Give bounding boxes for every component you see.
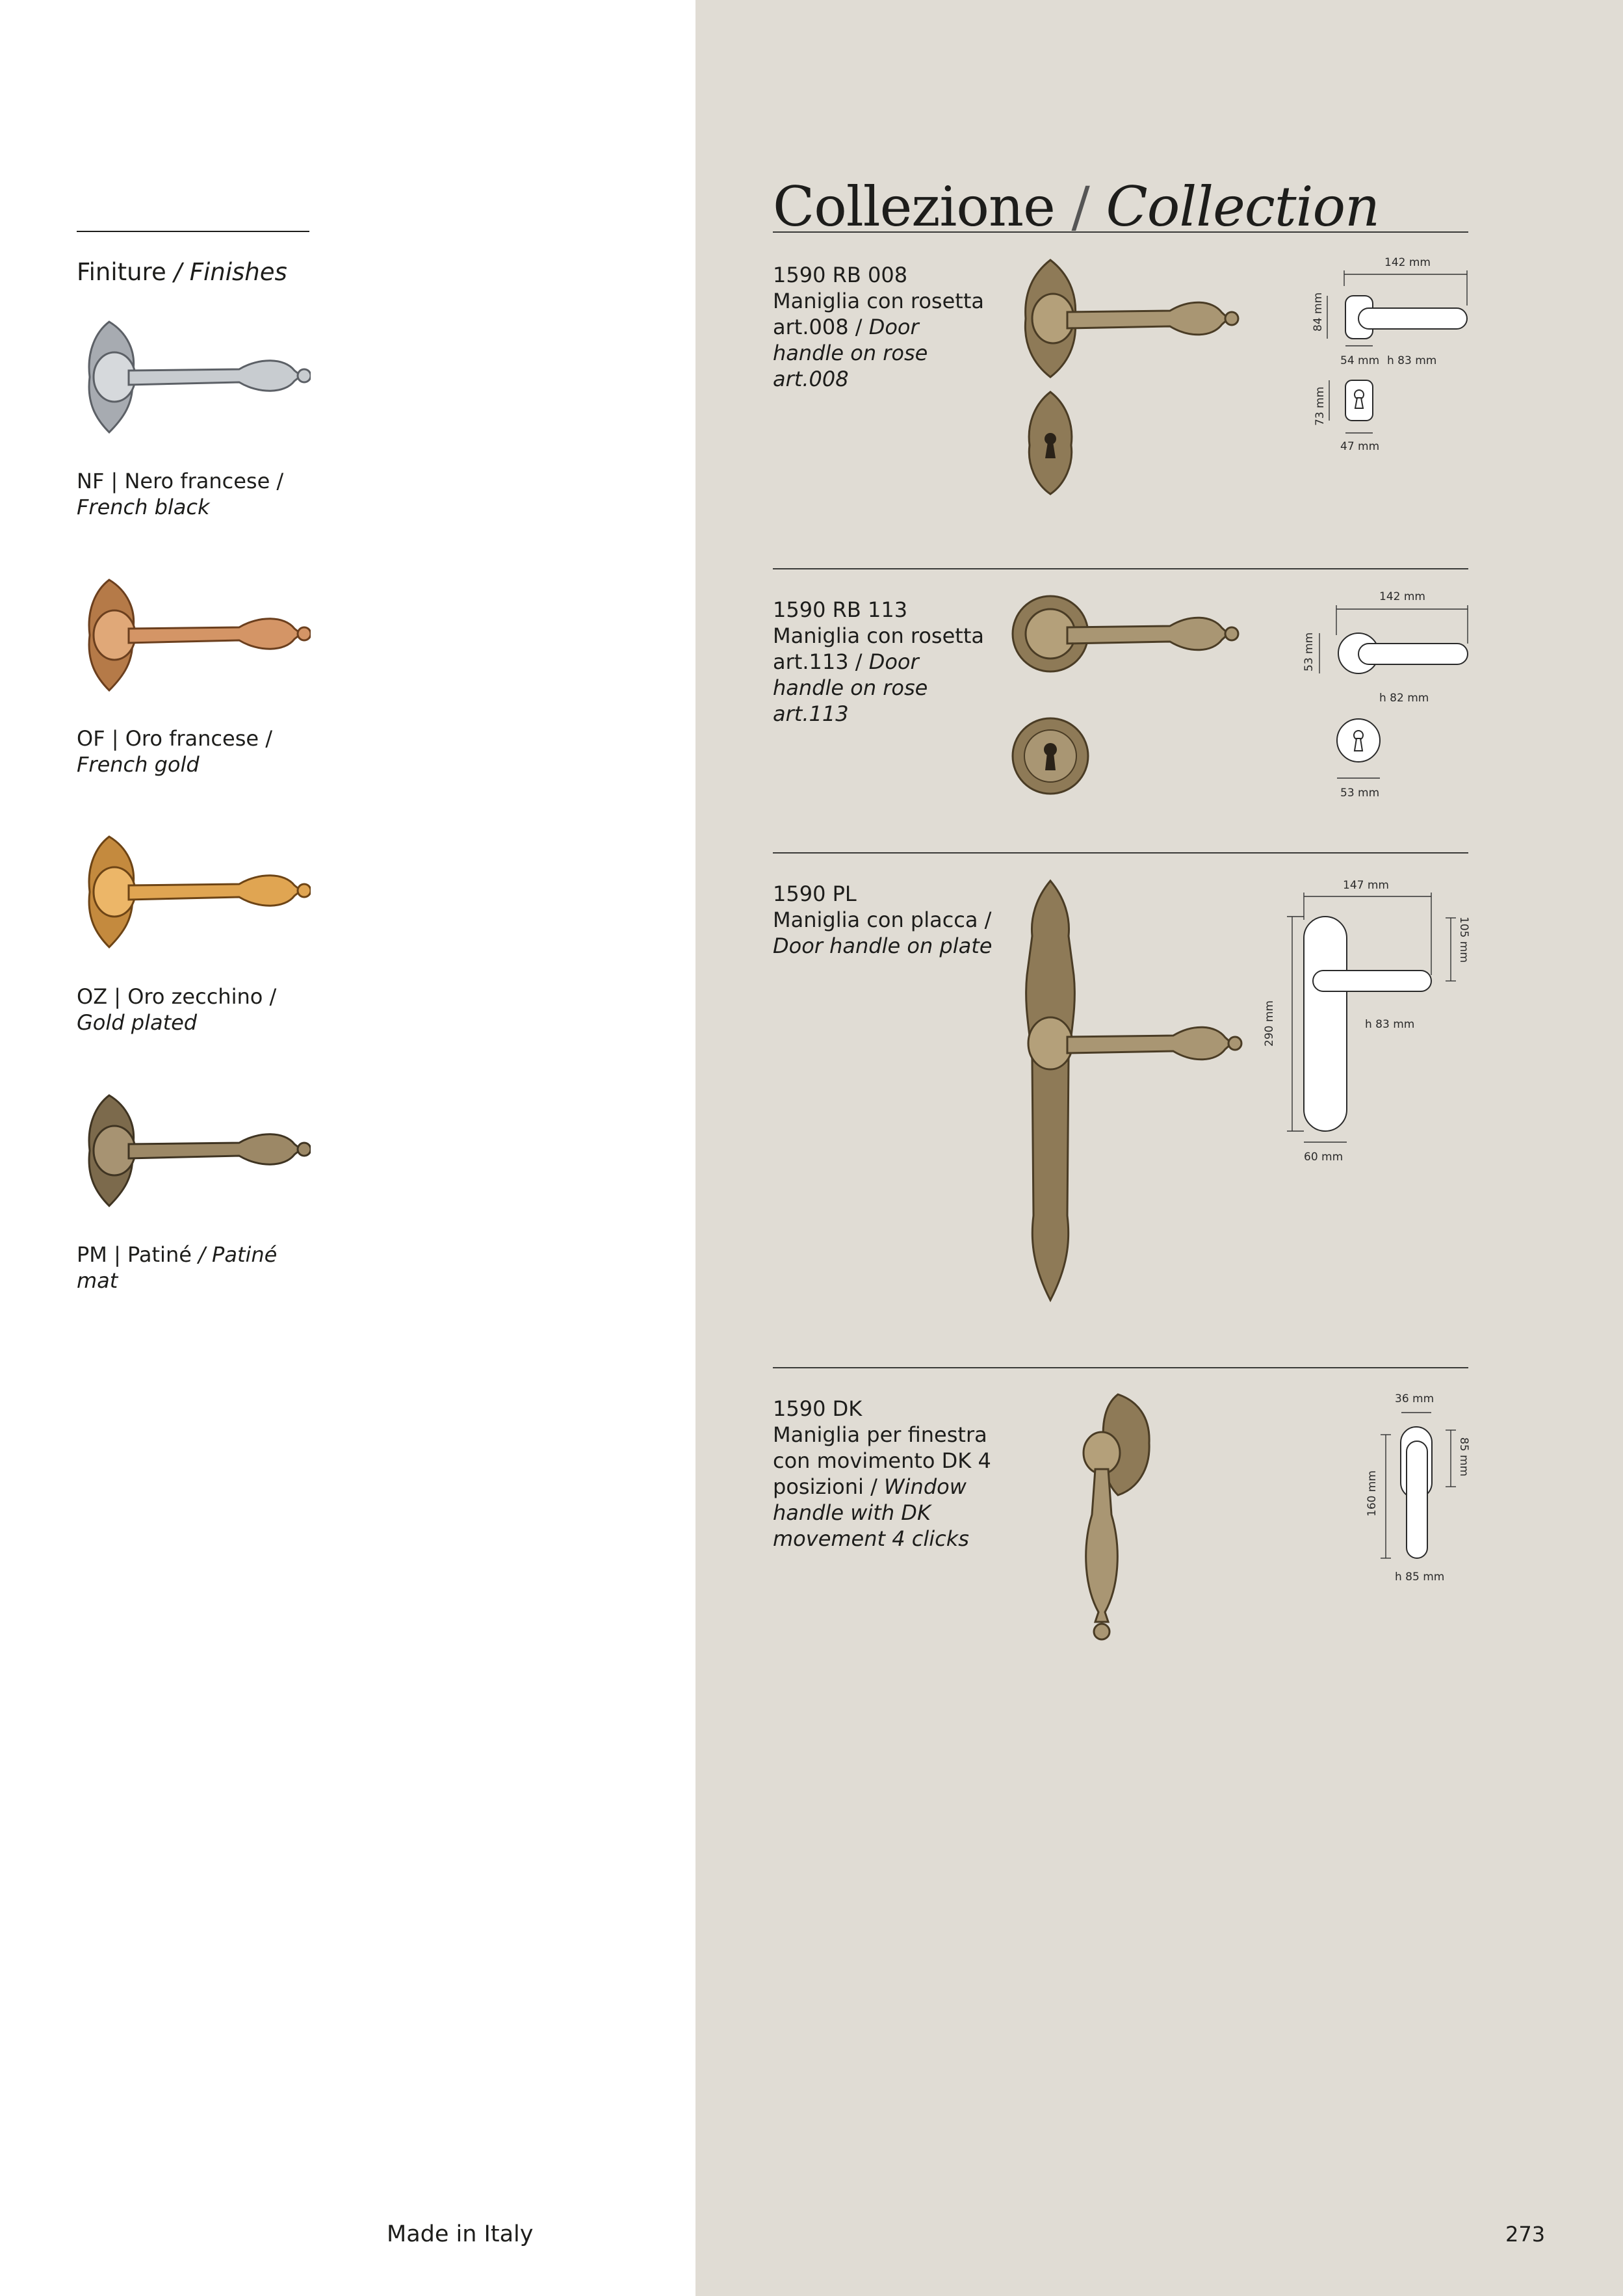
page-number: 273	[1505, 2222, 1546, 2247]
finish-pm-label: PM | Patiné / Patiné mat	[77, 1242, 278, 1293]
dim-rose-diameter: 53 mm	[1303, 632, 1316, 672]
product-1590-rb-008-text: 1590 RB 008 Maniglia con rosetta art.008 / Door handle on rose art.008	[773, 262, 994, 392]
footer-made-in-italy: Made in Italy	[387, 2221, 534, 2247]
dim-projection: h 83 mm	[1387, 354, 1437, 367]
dim-projection: h 82 mm	[1379, 692, 1429, 705]
product-divider	[773, 852, 1468, 854]
product-code: 1590 DK	[773, 1396, 863, 1421]
product-divider	[773, 568, 1468, 569]
finish-oz-handle-icon	[77, 820, 311, 957]
product-code: 1590 RB 008	[773, 263, 908, 287]
product-divider	[773, 1367, 1468, 1368]
dim-base-height: 85 mm	[1457, 1437, 1470, 1477]
product-1590-pl-text: 1590 PL Maniglia con placca / Door handle on plate	[773, 881, 994, 959]
dim-escutcheon-height: 73 mm	[1314, 386, 1327, 426]
dim-width: 142 mm	[1384, 256, 1431, 269]
product-rb008-dimension-diagram	[1300, 254, 1482, 462]
dim-base-width: 36 mm	[1395, 1392, 1435, 1405]
dim-projection: h 83 mm	[1365, 1018, 1415, 1031]
dim-escutcheon-width: 47 mm	[1340, 440, 1380, 453]
collection-title: Collezione / Collection	[773, 175, 1380, 239]
dim-escutcheon-diameter: 53 mm	[1340, 787, 1380, 800]
dim-rose: 54 mm	[1340, 354, 1380, 367]
finish-nf-label: NF | Nero francese / French black	[77, 469, 284, 519]
product-1590-rb-113-text: 1590 RB 113 Maniglia con rosetta art.113 / Door handle on rose art.113	[773, 597, 994, 727]
product-rb113-photo	[1007, 592, 1241, 800]
finish-nf-handle-icon	[77, 306, 311, 442]
finish-of-handle-icon	[77, 564, 311, 700]
product-1590-dk-text: 1590 DK Maniglia per finestra con movimento DK 4 posizioni / Window handle with DK movement 4 clicks	[773, 1396, 994, 1552]
dim-height: 84 mm	[1312, 292, 1325, 332]
dim-plate-height: 290 mm	[1263, 1000, 1276, 1047]
product-dk-photo	[1066, 1391, 1183, 1645]
product-code: 1590 PL	[773, 881, 857, 906]
product-rb008-photo	[1007, 257, 1241, 504]
dim-plate-height-to-handle: 105 mm	[1457, 917, 1470, 963]
product-pl-dimension-diagram	[1261, 874, 1475, 1173]
dim-handle-length: 160 mm	[1366, 1470, 1379, 1517]
dim-plate-width: 60 mm	[1304, 1151, 1344, 1164]
finishes-title: Finiture / Finishes	[77, 258, 287, 286]
finish-pm-handle-icon	[77, 1079, 311, 1216]
dim-width: 142 mm	[1379, 590, 1425, 603]
finish-oz-label: OZ | Oro zecchino / Gold plated	[77, 984, 277, 1035]
dim-width: 147 mm	[1343, 879, 1389, 892]
finishes-divider	[77, 231, 309, 232]
finish-handle-shape	[89, 322, 311, 432]
finish-of-label: OF | Oro francese / French gold	[77, 726, 273, 777]
product-dk-dimension-diagram	[1352, 1388, 1482, 1596]
product-rb113-dimension-diagram	[1293, 588, 1482, 803]
collection-title-underline	[773, 231, 1468, 233]
product-pl-photo	[1007, 878, 1248, 1307]
dim-projection: h 85 mm	[1395, 1571, 1445, 1584]
product-code: 1590 RB 113	[773, 597, 908, 622]
